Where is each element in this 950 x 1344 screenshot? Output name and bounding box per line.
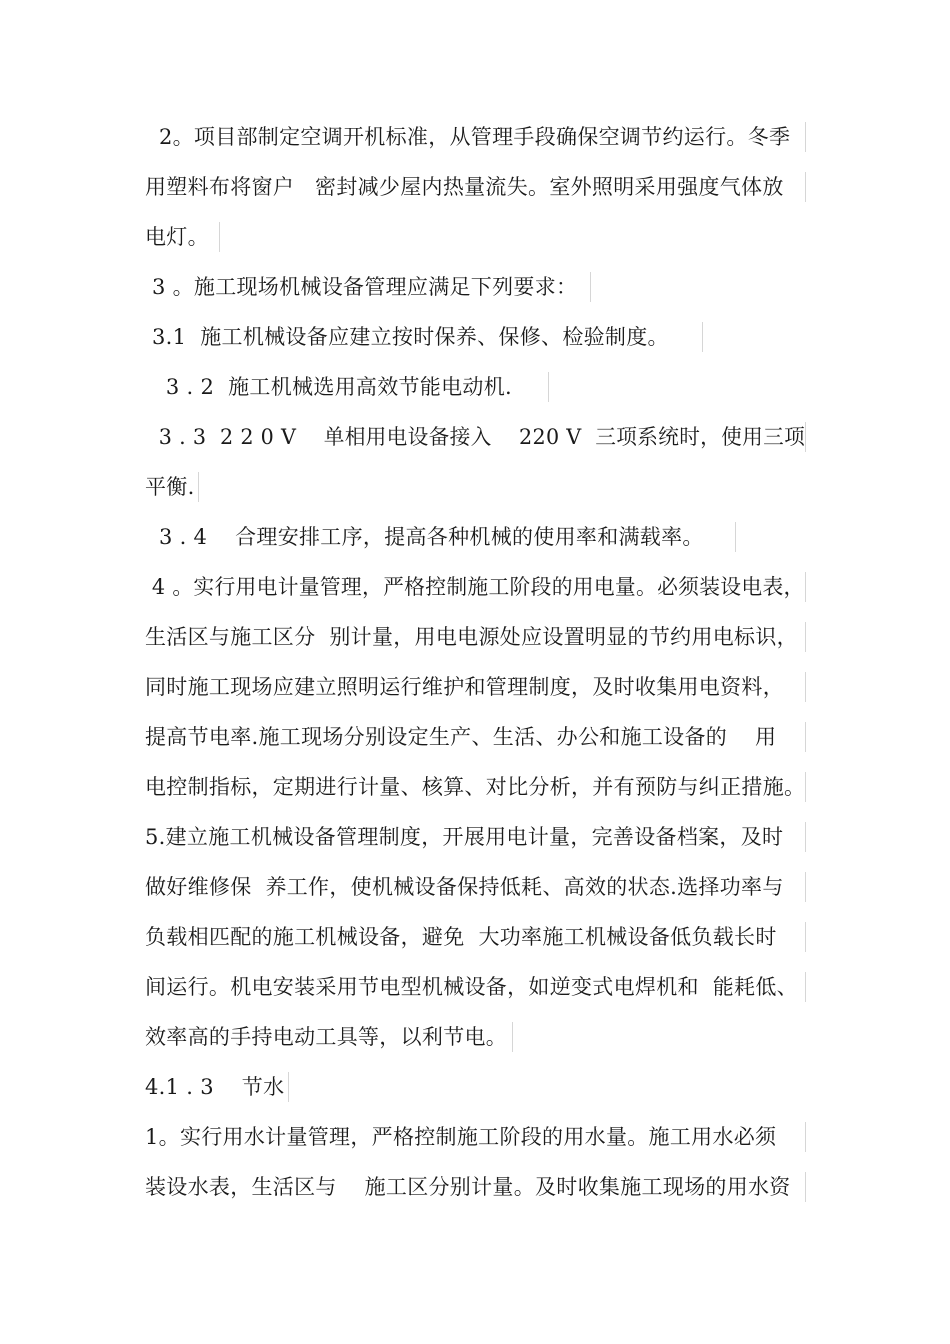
text-line-3: 电灯。 — [145, 225, 209, 249]
guide-bar — [512, 1022, 513, 1052]
text-line-7: 3 . 3 2 2 0 V 单相用电设备接入 220 V 三项系统时，使用三项 — [145, 425, 806, 449]
guide-bar — [198, 472, 199, 502]
guide-bar — [219, 222, 220, 252]
guide-bar — [805, 1122, 806, 1152]
text-line-10: 4 。实行用电计量管理，严格控制施工阶段的用电量。必须装设电表， — [145, 575, 805, 599]
text-line-8: 平衡. — [145, 475, 195, 499]
text-line-1: 2。项目部制定空调开机标准，从管理手段确保空调节约运行。冬季 — [145, 125, 791, 149]
guide-bar — [548, 372, 549, 402]
text-line-15: 5.建立施工机械设备管理制度，开展用电计量，完善设备档案，及时 — [145, 825, 784, 849]
guide-bar — [735, 522, 736, 552]
text-line-19: 效率高的手持电动工具等，以利节电。 — [145, 1025, 508, 1049]
text-line-20: 4.1 . 3 节水 — [145, 1075, 285, 1099]
guide-bar — [590, 272, 591, 302]
guide-bar — [805, 422, 806, 452]
guide-bar — [288, 1072, 289, 1102]
text-line-18: 间运行。机电安装采用节电型机械设备，如逆变式电焊机和 能耗低、 — [145, 975, 798, 999]
guide-bar — [702, 322, 703, 352]
text-line-14: 电控制指标，定期进行计量、核算、对比分析，并有预防与纠正措施。 — [145, 775, 806, 799]
guide-bar — [805, 122, 806, 152]
guide-bar — [805, 172, 806, 202]
text-line-21: 1。实行用水计量管理，严格控制施工阶段的用水量。施工用水必须 — [145, 1125, 777, 1149]
guide-bar — [805, 622, 806, 652]
text-line-2: 用塑料布将窗户 密封减少屋内热量流失。室外照明采用强度气体放 — [145, 175, 784, 199]
text-line-12: 同时施工现场应建立照明运行维护和管理制度，及时收集用电资料， — [145, 675, 784, 699]
guide-bar — [805, 822, 806, 852]
guide-bar — [805, 722, 806, 752]
text-line-5: 3.1 施工机械设备应建立按时保养、保修、检验制度。 — [145, 325, 669, 349]
guide-bar — [805, 672, 806, 702]
text-line-13: 提高节电率.施工现场分别设定生产、生活、办公和施工设备的 用 — [145, 725, 777, 749]
text-line-11: 生活区与施工区分 别计量，用电电源处应设置明显的节约用电标识， — [145, 625, 798, 649]
guide-bar — [805, 922, 806, 952]
text-line-16: 做好维修保 养工作，使机械设备保持低耗、高效的状态.选择功率与 — [145, 875, 784, 899]
text-line-4: 3 。施工现场机械设备管理应满足下列要求： — [145, 275, 578, 299]
guide-bar — [805, 772, 806, 802]
guide-bar — [805, 1172, 806, 1202]
guide-bar — [805, 572, 806, 602]
text-line-17: 负载相匹配的施工机械设备，避免 大功率施工机械设备低负载长时 — [145, 925, 777, 949]
text-line-22: 装设水表，生活区与 施工区分别计量。及时收集施工现场的用水资 — [145, 1175, 791, 1199]
guide-bar — [805, 872, 806, 902]
text-line-6: 3 . 2 施工机械选用高效节能电动机. — [145, 375, 512, 399]
guide-bar — [805, 972, 806, 1002]
text-line-9: 3 . 4 合理安排工序，提高各种机械的使用率和满载率。 — [145, 525, 704, 549]
